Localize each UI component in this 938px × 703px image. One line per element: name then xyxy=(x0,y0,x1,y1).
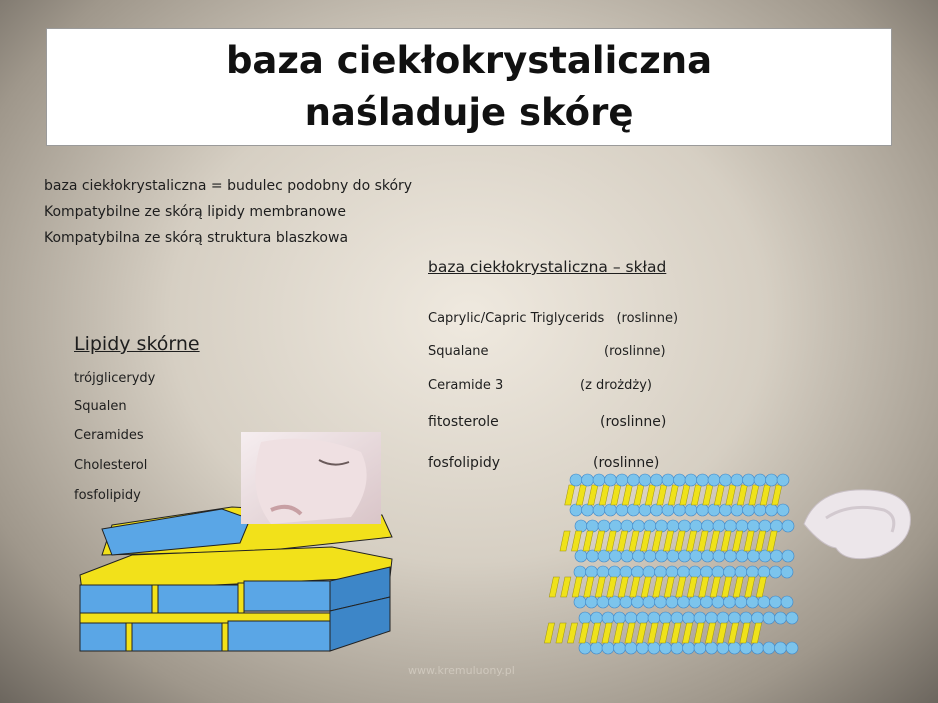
lipid-head xyxy=(685,504,697,516)
lipid-head xyxy=(729,642,741,654)
lipid-tail xyxy=(751,623,761,643)
lipid-head xyxy=(724,566,736,578)
lipid-tail xyxy=(560,531,570,551)
lipid-head xyxy=(770,596,782,608)
lipid-head xyxy=(782,520,794,532)
lipid-tail xyxy=(625,623,635,643)
sklad-item xyxy=(428,311,678,326)
lipid-head xyxy=(759,550,771,562)
lipid-head xyxy=(609,596,621,608)
lipid-head xyxy=(701,596,713,608)
lipid-tail xyxy=(749,485,759,505)
lipid-tail xyxy=(732,531,742,551)
lipid-tail xyxy=(691,485,701,505)
lipid-tail xyxy=(607,577,617,597)
lipid-tail xyxy=(613,623,623,643)
lipid-head xyxy=(671,612,683,624)
brick xyxy=(80,623,126,651)
lipid-head xyxy=(752,612,764,624)
intro-line: Kompatybilne ze skórą lipidy membranowe xyxy=(44,204,346,220)
lipid-head xyxy=(724,596,736,608)
lipid-head xyxy=(694,612,706,624)
lipid-head xyxy=(689,566,701,578)
lipid-head xyxy=(591,612,603,624)
lipid-head xyxy=(717,642,729,654)
lipid-head xyxy=(674,504,686,516)
lipid-head xyxy=(633,520,645,532)
lipid-tail xyxy=(645,485,655,505)
lipid-head xyxy=(777,474,789,486)
lipid-head xyxy=(725,550,737,562)
brick xyxy=(158,585,238,613)
lipid-head xyxy=(644,520,656,532)
lipid-head xyxy=(763,642,775,654)
lipid-tail xyxy=(611,485,621,505)
lipid-head xyxy=(689,596,701,608)
lipid-tail xyxy=(676,577,686,597)
lipid-head xyxy=(786,612,798,624)
lipid-head xyxy=(582,474,594,486)
lipid-head xyxy=(685,474,697,486)
lipid-head xyxy=(759,520,771,532)
lipid-head xyxy=(702,550,714,562)
lipid-head xyxy=(740,642,752,654)
lipid-tail xyxy=(599,485,609,505)
lipid-tail xyxy=(694,623,704,643)
lipid-head xyxy=(587,520,599,532)
lipid-tail xyxy=(565,485,575,505)
lipid-tail xyxy=(572,577,582,597)
lipid-tail xyxy=(561,577,571,597)
lipid-head xyxy=(628,504,640,516)
lipid-head xyxy=(574,596,586,608)
lipid-head xyxy=(662,504,674,516)
sklad-item-name: Caprylic/Capric Triglycerids xyxy=(428,311,605,326)
lipid-item: Cholesterol xyxy=(74,458,148,473)
lipid-head xyxy=(637,642,649,654)
lipid-tail xyxy=(772,485,782,505)
lipid-head xyxy=(674,474,686,486)
lipid-head xyxy=(708,474,720,486)
lipid-head xyxy=(781,596,793,608)
brick xyxy=(244,581,330,611)
lipid-tail xyxy=(663,531,673,551)
lipid-tail xyxy=(726,485,736,505)
lipid-head xyxy=(609,566,621,578)
lipid-head xyxy=(633,550,645,562)
lipid-head xyxy=(690,550,702,562)
lipid-head xyxy=(731,504,743,516)
lipid-tail xyxy=(722,577,732,597)
lipid-head xyxy=(736,550,748,562)
lipid-head xyxy=(602,642,614,654)
lipid-tail xyxy=(584,577,594,597)
lipid-tail xyxy=(756,577,766,597)
lipid-head xyxy=(775,642,787,654)
lipid-head xyxy=(639,504,651,516)
lipid-head xyxy=(666,596,678,608)
lipid-head xyxy=(620,566,632,578)
lipid-head xyxy=(637,612,649,624)
lipid-head xyxy=(605,474,617,486)
lipid-tail xyxy=(622,485,632,505)
lipid-head xyxy=(651,474,663,486)
lipid-tail xyxy=(606,531,616,551)
lipid-head xyxy=(575,520,587,532)
lipid-tail xyxy=(709,531,719,551)
lipid-tail xyxy=(703,485,713,505)
sklad-item xyxy=(428,344,666,359)
lipid-head xyxy=(717,612,729,624)
lipid-tail xyxy=(686,531,696,551)
lipid-tail xyxy=(744,531,754,551)
lipid-tail xyxy=(728,623,738,643)
lipid-head xyxy=(662,474,674,486)
lipid-head xyxy=(766,504,778,516)
mortar-joint xyxy=(152,585,158,613)
lipid-head xyxy=(731,474,743,486)
lipid-head xyxy=(632,566,644,578)
lipid-head xyxy=(671,642,683,654)
sklad-item xyxy=(428,414,667,430)
lipid-head xyxy=(639,474,651,486)
lipid-head xyxy=(591,642,603,654)
lipid-head xyxy=(678,566,690,578)
lipid-head xyxy=(614,642,626,654)
lipid-head xyxy=(625,642,637,654)
lipid-head xyxy=(702,520,714,532)
lipid-tail xyxy=(630,577,640,597)
lipid-tail xyxy=(657,485,667,505)
lipid-head xyxy=(735,596,747,608)
lipid-head xyxy=(648,642,660,654)
title-line-1: baza ciekłokrystaliczna xyxy=(225,39,713,82)
title-line-2: naśladuje skórę xyxy=(304,91,634,134)
lipid-item: fosfolipidy xyxy=(74,488,141,503)
lipid-head xyxy=(754,504,766,516)
sklad-item-name: fitosterole xyxy=(428,414,499,430)
brick xyxy=(132,623,222,651)
lipid-head xyxy=(725,520,737,532)
lipid-tail xyxy=(710,577,720,597)
lipid-head xyxy=(593,474,605,486)
sklad-item-name: Ceramide 3 xyxy=(428,378,504,393)
lipid-tail xyxy=(576,485,586,505)
lipid-tail xyxy=(579,623,589,643)
lipid-head xyxy=(771,520,783,532)
lipid-head xyxy=(697,504,709,516)
sklad-item-source: (roslinne) xyxy=(604,344,666,359)
lipid-tail xyxy=(740,623,750,643)
lipid-head xyxy=(605,504,617,516)
lipid-tail xyxy=(594,531,604,551)
lipid-head xyxy=(575,550,587,562)
lipid-tail xyxy=(653,577,663,597)
lipid-tail xyxy=(687,577,697,597)
lipid-head xyxy=(644,550,656,562)
intro-text xyxy=(44,173,412,251)
lipid-head xyxy=(754,474,766,486)
lipid-tail xyxy=(680,485,690,505)
sklad-item-source: (roslinne) xyxy=(616,311,679,326)
lipid-head xyxy=(579,612,591,624)
lipid-head xyxy=(720,474,732,486)
lipid-head xyxy=(597,596,609,608)
lipid-head xyxy=(667,520,679,532)
lipid-tail xyxy=(590,623,600,643)
lipid-tail xyxy=(617,531,627,551)
lipid-tail xyxy=(717,623,727,643)
intro-line: Kompatybilna ze skórą struktura blaszkowa xyxy=(44,230,349,246)
lipid-tail xyxy=(721,531,731,551)
lipid-head xyxy=(621,550,633,562)
lipid-head xyxy=(610,550,622,562)
lipid-head xyxy=(713,520,725,532)
sklad-item-name: Squalane xyxy=(428,344,489,359)
lipid-tail xyxy=(652,531,662,551)
lipid-head xyxy=(740,612,752,624)
lipid-head xyxy=(656,550,668,562)
lipid-tail xyxy=(648,623,658,643)
lipid-tail xyxy=(636,623,646,643)
lipid-head xyxy=(570,504,582,516)
lipid-head xyxy=(602,612,614,624)
lipid-head xyxy=(570,474,582,486)
lipid-head xyxy=(763,612,775,624)
lipid-tail xyxy=(698,531,708,551)
lipid-head xyxy=(587,550,599,562)
face-photo xyxy=(241,432,381,524)
lipid-tail xyxy=(544,623,554,643)
lipid-head xyxy=(679,520,691,532)
lipid-head xyxy=(616,474,628,486)
sklad-item-source: (roslinne) xyxy=(600,414,667,430)
lipid-head xyxy=(597,566,609,578)
lipid-head xyxy=(655,566,667,578)
lipidy-heading: Lipidy skórne xyxy=(74,333,200,355)
lipid-head xyxy=(748,550,760,562)
lipid-tail xyxy=(714,485,724,505)
brick xyxy=(228,621,330,651)
lipid-head xyxy=(690,520,702,532)
lipid-tail xyxy=(629,531,639,551)
cream-swirl xyxy=(796,484,916,564)
lipid-head xyxy=(643,596,655,608)
lipid-head xyxy=(678,596,690,608)
lipid-head xyxy=(586,566,598,578)
lipid-head xyxy=(747,566,759,578)
lipid-item: Ceramides xyxy=(74,428,144,443)
lipid-head xyxy=(770,566,782,578)
lipid-head xyxy=(683,642,695,654)
intro-line: baza ciekłokrystaliczna = budulec podobny do skóry xyxy=(44,178,413,194)
lipid-head xyxy=(747,596,759,608)
sklad-item xyxy=(428,378,652,393)
lipid-tail xyxy=(682,623,692,643)
mortar-joint xyxy=(238,583,244,613)
lipid-head xyxy=(648,612,660,624)
lipid-tail xyxy=(571,531,581,551)
lipid-tail xyxy=(668,485,678,505)
lipid-head xyxy=(748,520,760,532)
lipid-tail xyxy=(699,577,709,597)
lipid-head xyxy=(614,612,626,624)
lipid-head xyxy=(616,504,628,516)
lipid-head xyxy=(656,520,668,532)
lipid-tail xyxy=(567,623,577,643)
lipid-head xyxy=(766,474,778,486)
lipid-tail xyxy=(549,577,559,597)
lipid-head xyxy=(610,520,622,532)
lipid-head xyxy=(701,566,713,578)
brick xyxy=(80,585,152,613)
lipid-tail xyxy=(664,577,674,597)
lipid-head xyxy=(752,642,764,654)
lipid-tail xyxy=(671,623,681,643)
lipid-tail xyxy=(588,485,598,505)
lipid-head xyxy=(586,596,598,608)
lipid-tail xyxy=(602,623,612,643)
lipid-head xyxy=(743,504,755,516)
lipid-head xyxy=(574,566,586,578)
lipid-head xyxy=(655,596,667,608)
lipid-head xyxy=(679,550,691,562)
lipid-head xyxy=(786,642,798,654)
lipid-head xyxy=(579,642,591,654)
lipid-head xyxy=(736,520,748,532)
lipid-head xyxy=(620,596,632,608)
lipid-head xyxy=(660,612,672,624)
lipid-head xyxy=(643,566,655,578)
lipid-head xyxy=(706,642,718,654)
lipid-tail xyxy=(767,531,777,551)
lipid-head xyxy=(667,550,679,562)
lipid-tail xyxy=(641,577,651,597)
lipid-head xyxy=(628,474,640,486)
lipid-head xyxy=(625,612,637,624)
lipid-tail xyxy=(760,485,770,505)
lipid-tail xyxy=(634,485,644,505)
lipid-head xyxy=(706,612,718,624)
lipid-head xyxy=(781,566,793,578)
lipid-head xyxy=(743,474,755,486)
lipid-tail xyxy=(640,531,650,551)
lipid-head xyxy=(697,474,709,486)
mortar-joint xyxy=(126,623,132,651)
lamellar-bilayer-illustration xyxy=(566,466,826,666)
lipid-item: Squalen xyxy=(74,399,127,414)
lipid-head xyxy=(666,566,678,578)
lipid-head xyxy=(758,566,770,578)
lipid-head xyxy=(694,642,706,654)
lipid-tail xyxy=(745,577,755,597)
lipid-tail xyxy=(733,577,743,597)
lipid-head xyxy=(720,504,732,516)
watermark: www.kremuluony.pl xyxy=(408,664,515,677)
lipid-head xyxy=(651,504,663,516)
mortar-joint xyxy=(222,623,228,651)
lipid-tail xyxy=(755,531,765,551)
lipid-head xyxy=(582,504,594,516)
lipid-head xyxy=(782,550,794,562)
lipid-tail xyxy=(595,577,605,597)
lipid-head xyxy=(593,504,605,516)
lipid-tail xyxy=(618,577,628,597)
lipid-head xyxy=(708,504,720,516)
title-box xyxy=(46,28,892,146)
sklad-item xyxy=(428,455,660,471)
lipid-tail xyxy=(556,623,566,643)
sklad-item-source: (roslinne) xyxy=(593,455,660,471)
lipid-head xyxy=(712,566,724,578)
lipid-head xyxy=(777,504,789,516)
lipid-head xyxy=(775,612,787,624)
lipid-head xyxy=(660,642,672,654)
lipid-tail xyxy=(659,623,669,643)
lipid-head xyxy=(758,596,770,608)
lipid-tail xyxy=(737,485,747,505)
sklad-item-source: (z drożdży) xyxy=(580,378,652,393)
lipid-head xyxy=(729,612,741,624)
lipid-head xyxy=(598,550,610,562)
lipid-head xyxy=(712,596,724,608)
lipid-head xyxy=(771,550,783,562)
lipid-tail xyxy=(583,531,593,551)
lipid-head xyxy=(713,550,725,562)
lipid-head xyxy=(735,566,747,578)
sklad-item-name: fosfolipidy xyxy=(428,455,501,471)
lipid-head xyxy=(683,612,695,624)
lipid-head xyxy=(598,520,610,532)
lipid-item: trójglicerydy xyxy=(74,371,156,386)
lipid-head xyxy=(632,596,644,608)
lipid-head xyxy=(621,520,633,532)
lipid-tail xyxy=(705,623,715,643)
lipid-tail xyxy=(675,531,685,551)
sklad-heading: baza ciekłokrystaliczna – skład xyxy=(428,258,667,276)
